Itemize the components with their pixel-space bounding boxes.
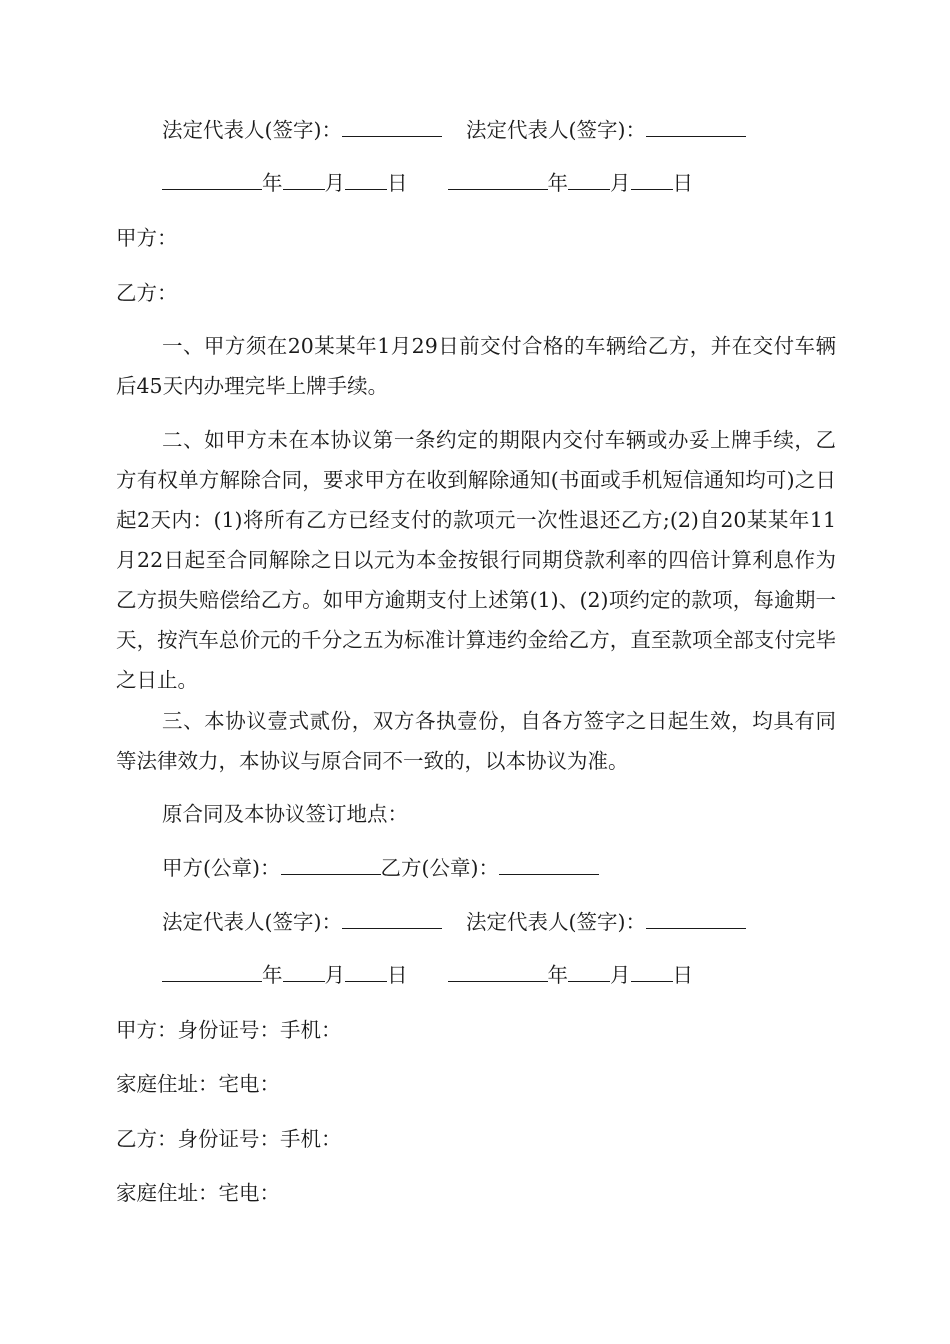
party-b-seal-label: 乙方(公章)： bbox=[380, 856, 499, 880]
rep-signature-blank-a bbox=[342, 112, 442, 137]
bottom-rep-signature-line bbox=[0, 902, 950, 942]
date-month-blank bbox=[283, 165, 325, 190]
date-year-blank-b bbox=[448, 165, 548, 190]
date-year-label: 年 bbox=[262, 171, 283, 195]
rep-label-a: 法定代表人(签字)： bbox=[162, 910, 342, 934]
rep-signature-blank-a bbox=[342, 904, 442, 929]
party-a-seal-label: 甲方(公章)： bbox=[162, 856, 281, 880]
date-year-label-b: 年 bbox=[547, 963, 568, 987]
date-day-blank bbox=[345, 165, 387, 190]
clause-3: 三、本协议壹式贰份，双方各执壹份，自各方签字之日起生效，均具有同等法律效力，本协议与原合同不一致的，以本协议为准。 bbox=[116, 709, 836, 773]
party-b-id-line: 乙方：身份证号：手机： bbox=[116, 1127, 342, 1151]
date-month-blank-b bbox=[568, 165, 610, 190]
party-b-address-line: 家庭住址：宅电： bbox=[116, 1181, 280, 1205]
date-month-label: 月 bbox=[324, 963, 345, 987]
date-year-label: 年 bbox=[262, 963, 283, 987]
date-day-blank-b bbox=[631, 165, 673, 190]
bottom-date-line bbox=[0, 955, 950, 995]
date-month-label-b: 月 bbox=[610, 963, 631, 987]
clause-2: 二、如甲方未在本协议第一条约定的期限内交付车辆或办妥上牌手续，乙方有权单方解除合同，要求甲方在收到解除通知(书面或手机短信通知均可)之日起2天内：(1)将所有乙方已经支付的款项元一次性退还乙方;(2)自20某某年11月22日起至合同解除之日以元为本金按银行同期贷款利率的四倍计算利息作为乙方损失赔偿给乙方。如甲方逾期支付上述第(1)、(2)项约定的款项，每逾期一天，按汽车总价元的千分之五为标准计算违约金给乙方，直至款项全部支付完毕之日止。 bbox=[116, 428, 836, 692]
date-month-blank bbox=[283, 957, 325, 982]
date-day-blank bbox=[345, 957, 387, 982]
date-day-label-b: 日 bbox=[672, 963, 693, 987]
date-day-label: 日 bbox=[387, 963, 408, 987]
date-year-blank-b bbox=[448, 957, 548, 982]
date-month-label-b: 月 bbox=[610, 171, 631, 195]
party-a-label: 甲方： bbox=[116, 226, 178, 250]
date-month-label: 月 bbox=[324, 171, 345, 195]
party-b-seal-blank bbox=[499, 850, 599, 875]
rep-label-a: 法定代表人(签字)： bbox=[162, 118, 342, 142]
clause-1: 一、甲方须在20某某年1月29日前交付合格的车辆给乙方，并在交付车辆后45天内办理完毕上牌手续。 bbox=[116, 334, 836, 398]
date-day-blank-b bbox=[631, 957, 673, 982]
seal-line bbox=[0, 848, 950, 888]
top-date-line bbox=[0, 163, 950, 203]
rep-label-b: 法定代表人(签字)： bbox=[466, 118, 646, 142]
rep-label-b: 法定代表人(签字)： bbox=[466, 910, 646, 934]
top-rep-signature-line bbox=[0, 110, 950, 150]
party-b-label: 乙方： bbox=[116, 281, 178, 305]
party-a-seal-blank bbox=[281, 850, 381, 875]
rep-signature-blank-b bbox=[646, 112, 746, 137]
date-day-label: 日 bbox=[387, 171, 408, 195]
date-month-blank-b bbox=[568, 957, 610, 982]
date-year-label-b: 年 bbox=[547, 171, 568, 195]
party-a-address-line: 家庭住址：宅电： bbox=[116, 1072, 280, 1096]
date-year-blank bbox=[162, 957, 262, 982]
signing-place-label: 原合同及本协议签订地点： bbox=[162, 802, 408, 826]
rep-signature-blank-b bbox=[646, 904, 746, 929]
party-a-id-line: 甲方：身份证号：手机： bbox=[116, 1018, 342, 1042]
date-year-blank bbox=[162, 165, 262, 190]
date-day-label-b: 日 bbox=[672, 171, 693, 195]
